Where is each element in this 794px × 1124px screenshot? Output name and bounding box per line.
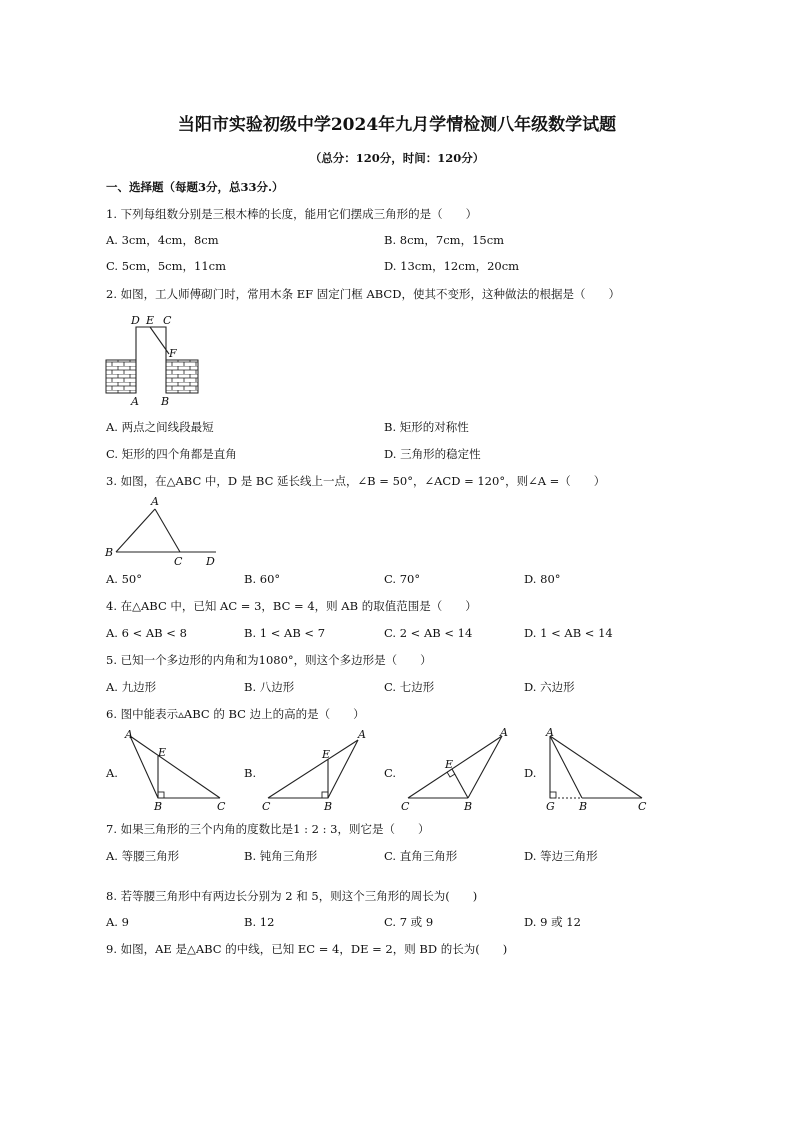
q1-option-c: C. 5cm，5cm，11cm	[106, 259, 227, 273]
q6-option-d: D.	[524, 766, 537, 780]
q8-option-d: D. 9 或 12	[524, 915, 581, 929]
q8-option-c: C. 7 或 9	[384, 915, 434, 929]
q6a-label-c: C	[217, 800, 226, 813]
q2-stem: 2. 如图，工人师傅砌门时，常用木条 EF 固定门框 ABCD，使其不变形，这种做法的根据是（ ）	[106, 287, 620, 301]
q8-option-b: B. 12	[244, 915, 275, 929]
q2-label-a: A	[131, 395, 139, 408]
q6d-label-g: G	[546, 800, 555, 813]
q2-option-d: D. 三角形的稳定性	[384, 447, 481, 461]
q5-option-a: A. 九边形	[106, 680, 157, 694]
q7-option-c: C. 直角三角形	[384, 849, 458, 863]
q2-label-f: F	[169, 347, 177, 360]
q3-label-c: C	[174, 555, 183, 568]
q5-option-d: D. 六边形	[524, 680, 575, 694]
q8-option-a: A. 9	[106, 915, 129, 929]
q6-option-b: B.	[244, 766, 257, 780]
q4-option-d: D. 1 < AB < 14	[524, 626, 613, 640]
q7-option-a: A. 等腰三角形	[106, 849, 180, 863]
q3-label-b: B	[105, 546, 114, 559]
q1-option-a: A. 3cm，4cm，8cm	[106, 233, 219, 247]
q3-option-a: A. 50°	[106, 572, 142, 586]
q2-option-a: A. 两点之间线段最短	[106, 420, 214, 434]
q8-stem: 8. 若等腰三角形中有两边长分别为 2 和 5，则这个三角形的周长为( )	[106, 889, 478, 903]
q6d-label-a: A	[546, 726, 554, 739]
q5-option-b: B. 八边形	[244, 680, 295, 694]
q4-option-b: B. 1 < AB < 7	[244, 626, 326, 640]
q6-option-a: A.	[106, 766, 118, 780]
q3-stem: 3. 如图，在△ABC 中，D 是 BC 延长线上一点，∠B = 50°，∠ACD = 120°，则∠A =（ ）	[106, 474, 606, 488]
q7-stem: 7. 如果三角形的三个内角的度数比是1 : 2 : 3，则它是（ ）	[106, 822, 430, 836]
q6a-label-e: E	[158, 746, 167, 759]
q6c-label-c: C	[401, 800, 410, 813]
q6-stem: 6. 图中能表示▵ABC 的 BC 边上的高的是（ ）	[106, 707, 365, 721]
q2-label-d: D	[131, 314, 140, 327]
q2-label-c: C	[163, 314, 172, 327]
q1-stem: 1. 下列每组数分别是三根木棒的长度，能用它们摆成三角形的是（ ）	[106, 207, 478, 221]
q1-option-b: B. 8cm，7cm，15cm	[384, 233, 505, 247]
q6c-label-b: B	[464, 800, 473, 813]
q5-option-c: C. 七边形	[384, 680, 435, 694]
q6b-label-e: E	[322, 748, 331, 761]
q4-stem: 4. 在△ABC 中，已知 AC = 3，BC = 4，则 AB 的取值范围是（ ）	[106, 599, 477, 613]
q6a-label-a: A	[125, 728, 133, 741]
q2-label-e: E	[146, 314, 155, 327]
section-heading: 一、选择题（每题3分，总33分.）	[106, 180, 284, 194]
page-title: 当阳市实验初级中学2024年九月学情检测八年级数学试题	[177, 115, 617, 135]
q3-option-b: B. 60°	[244, 572, 281, 586]
q9-stem: 9. 如图，AE 是△ABC 的中线，已知 EC = 4，DE = 2，则 BD 的长为( )	[106, 942, 508, 956]
q3-label-d: D	[206, 555, 215, 568]
q3-option-c: C. 70°	[384, 572, 421, 586]
q6d-label-b: B	[579, 800, 588, 813]
q1-option-d: D. 13cm，12cm，20cm	[384, 259, 520, 273]
q3-option-d: D. 80°	[524, 572, 561, 586]
page-subtitle: （总分：120分，时间：120分）	[309, 151, 485, 165]
q6-figure-b	[258, 728, 373, 812]
q2-option-b: B. 矩形的对称性	[384, 420, 469, 434]
q3-label-a: A	[151, 495, 159, 508]
q6d-label-c: C	[638, 800, 647, 813]
q6b-label-b: B	[324, 800, 333, 813]
q6c-label-a: A	[500, 726, 508, 739]
q7-option-b: B. 钝角三角形	[244, 849, 318, 863]
q4-option-a: A. 6 < AB < 8	[106, 626, 187, 640]
q3-triangle-figure	[100, 492, 230, 570]
q6-figure-a	[120, 728, 230, 812]
q6-figure-d	[538, 728, 653, 812]
q6-figure-c	[396, 728, 516, 812]
q6a-label-b: B	[154, 800, 163, 813]
q4-option-c: C. 2 < AB < 14	[384, 626, 473, 640]
q5-stem: 5. 已知一个多边形的内角和为1080°，则这个多边形是（ ）	[106, 653, 432, 667]
q6b-label-c: C	[262, 800, 271, 813]
q2-option-c: C. 矩形的四个角都是直角	[106, 447, 237, 461]
q2-label-b: B	[161, 395, 170, 408]
q6-option-c: C.	[384, 766, 397, 780]
q6c-label-e: E	[445, 758, 454, 771]
q7-option-d: D. 等边三角形	[524, 849, 598, 863]
q6b-label-a: A	[358, 728, 366, 741]
q2-door-figure	[100, 310, 210, 410]
